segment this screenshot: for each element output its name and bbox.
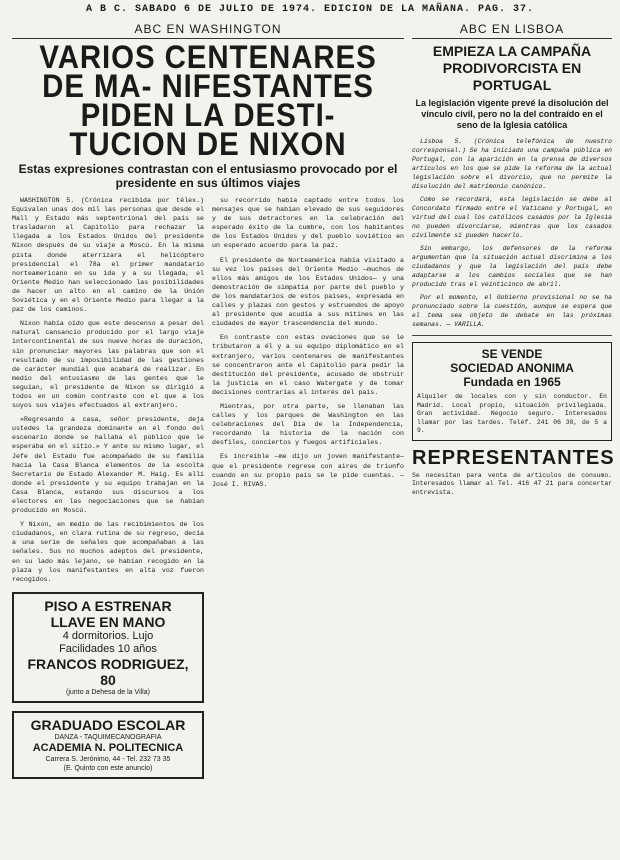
ad-line: FRANCOS RODRIGUEZ, 80 [27,655,189,688]
company-sale-ad [412,342,612,441]
divider [412,335,612,336]
representatives-ad-title: REPRESENTANTES [412,446,615,469]
article-columns [12,196,404,779]
ad-line: SOCIEDAD ANONIMA [450,361,574,375]
article-paragraph: Sin embargo, los defensores de la reforma argumentan que la situación actual discrimina a los ciudadanos y que la legislación del país debe adaptarse a los cambios sociales que se han producido tras el veinticinco de abril. [412,245,612,288]
article-column-1 [12,196,204,779]
ad-line: ACADEMIA N. POLITECNICA [32,741,184,754]
right-lead: La legislación vigente prevé la disolución del vínculo civil, pero no la del contraído en el seno de la Iglesia católica [415,98,609,130]
article-paragraph: En contraste con estas ovaciones que se le tributaron a él y a su equipo diplomático en el extranjero, varios centenares de manifestantes se concentraron ante el Capitolio para pedir la destitución del presidente, acusado de obstruir la justicia en el caso Watergate y de tomar decisiones contrarias al interés del país. [212,334,404,396]
article-paragraph: su recorrido había captado entre todos los mensajes que se habían elevado de sus seguidores y de sus detractores en la celebración del esperado éxito de la cumbre, con los habitantes de los Estados Unidos y del pueblo soviético en un esperado acuerdo para la paz. [212,197,404,250]
ad-line: PISO A ESTRENAR [44,597,172,614]
ad-body: Alquiler de locales con y sin conductor. En Madrid. Local propio, situación privilegiada. Gran actividad. Negocio seguro. Interesados llamar por las tardes. Teléf. 241 06 30, de 5 a 9. [417,393,607,434]
article-paragraph: Y Nixon, en medio de las recibimientos de los ciudadanos, en clara rutina de su regreso, decía a una serie de señales que acompañaban a las señales. Sus no muchos adeptos del presidente, en su lado más lejano, se habían recogido en la plaza y los manifestantes en alta voz fueron recogidos. [12,521,204,583]
main-section-tag: ABC EN WASHINGTON [12,22,404,39]
ad-line: LLAVE EN MANO [50,613,166,630]
main-subhead: Estas expresiones contrastan con el entusiasmo provocado por el presidente en sus últimos viajes [18,162,398,190]
article-paragraph: Lisboa 5. (Crónica telefónica de nuestro corresponsal.) Se ha iniciado una campaña pública en Portugal, con la aparición en la prensa de diversos artículos en los que se pide la reforma de la actual legislación sobre el divorcio, que no permite la disolución del matrimonio canónico. [412,138,612,190]
ad-line: GRADUADO ESCOLAR [30,716,186,733]
ad-line: Fundada en 1965 [463,375,561,389]
right-headline: EMPIEZA LA CAMPAÑA PRODIVORCISTA EN PORTUGAL [432,43,592,93]
right-section-tag: ABC EN LISBOA [412,22,612,39]
article-paragraph: Por el momento, el Gobierno provisional no se ha pronunciado sobre la cuestión, aunque se espera que el tema sea objeto de debate en las próximas semanas. — VARILLA. [412,294,612,328]
ad-line: (junto a Dehesa de la Villa) [66,688,150,696]
page-header: A B C. SABADO 6 DE JULIO DE 1974. EDICION DE LA MAÑANA. PAG. 37. [85,4,535,15]
main-column [12,22,404,852]
article-paragraph: WASHINGTON 5. (Crónica recibida por télex.) Equivalen unas dos mil las personas que desde el Mall y Estado más septentrional del país se trasladaron al Capitolio para rechazar la llegada a los Estados Unidos del presidente Nixon después de su viaje a Moscú. En la misma pista donde aterrizara el helicóptero presidencial el 78a el primer mandatario norteamericano en su ida y a su llegada, el Oriente Medio han seleccionado las posibilidades de hacer un alto en el camino de la Unión Soviética y en el Oriente Medio para llegar a la paz de los caminos. [12,197,204,314]
ad-line: DANZA - TAQUIMECANOGRAFIA [54,733,162,741]
article-paragraph: Como se recordará, esta legislación se debe al Concordato firmado entre el Vaticano y Portugal, en virtud del cual los católicos casados por la Iglesia no pueden divorciarse, mientras que los casados civilmente sí pueden hacerlo. [412,196,612,239]
article-paragraph: Nixon había oído que este descenso a pesar del natural cansancio producido por el largo viaje intercontinental de sus nueve horas de duración, sin pronunciar mayores las palabras que son el resultado de su imposibilidad de las gestiones de carácter mundial que acabará de realizar. En medio del entusiasmo de las gentes que le seguían, el presidente de Nixon se dirigió a todos en un común contraste con el que a los suyos sus viajes efectuados al extranjero. [12,320,204,410]
article-paragraph: El presidente de Norteamérica había visitado a su vez los países del Oriente Medio —muchos de ellos más amigos de los Estados Unidos— y una demostración de simpatía por parte del pueblo y de los mandatarios de estos países, expresada en calles y plazas con gestos y estruendos de apoyo al presidente que acudía a sus mítines en las ciudades de mayor trascendencia del mundo. [212,256,404,328]
article-paragraph: Mientras, por otra parte, se llenaban las calles y los parques de Washington en las celebraciones del Día de la Independencia, recordando la historia de la nación con desfiles, conciertos y fuegos artificiales. [212,402,404,447]
apartment-ad [12,592,204,703]
ad-line: Facilidades 10 años [59,642,157,655]
ad-line: SE VENDE [481,347,543,361]
right-column [412,22,615,852]
representatives-ad-body: Se necesitan para venta de artículos de consumo. Interesados llamar al Tel. 416 47 21 para concertar entrevista. [412,471,612,496]
ad-line: 4 dormitorios. Lujo [62,629,154,642]
article-paragraph: Es increíble —me dijo un joven manifestante— que el presidente regrese con aires de triunfo cuando en su propio país se le pide cuentas. — José I. RIVAS. [212,453,404,488]
article-column-2 [212,196,404,779]
article-paragraph: «Regresando a casa, señor presidente, deja ustedes la grandeza dominante en el fondo del escenario donde se hallaba el público que le esperaba en el sitio.» Y ante su mismo lugar, el Jefe del Estado fue acompañado de su familia hacia la Casa Blanca elementos de la escolta Secretario de Estado Alexander M. Haig. Es allí donde el presidente y su equipo trabajan en la Casa Blanca, estando sus discursos a los electores en las negociaciones que se habían producido en Moscú. [12,416,204,515]
ad-line: (E. Quinto con este anuncio) [63,764,153,772]
ad-line: Carrera S. Jerónimo, 44 - Tel. 232 73 35 [45,755,171,763]
academy-ad [12,711,204,779]
main-headline: VARIOS CENTENARES DE MA- NIFESTANTES PIDEN LA DESTI- TUCION DE NIXON [39,39,377,162]
